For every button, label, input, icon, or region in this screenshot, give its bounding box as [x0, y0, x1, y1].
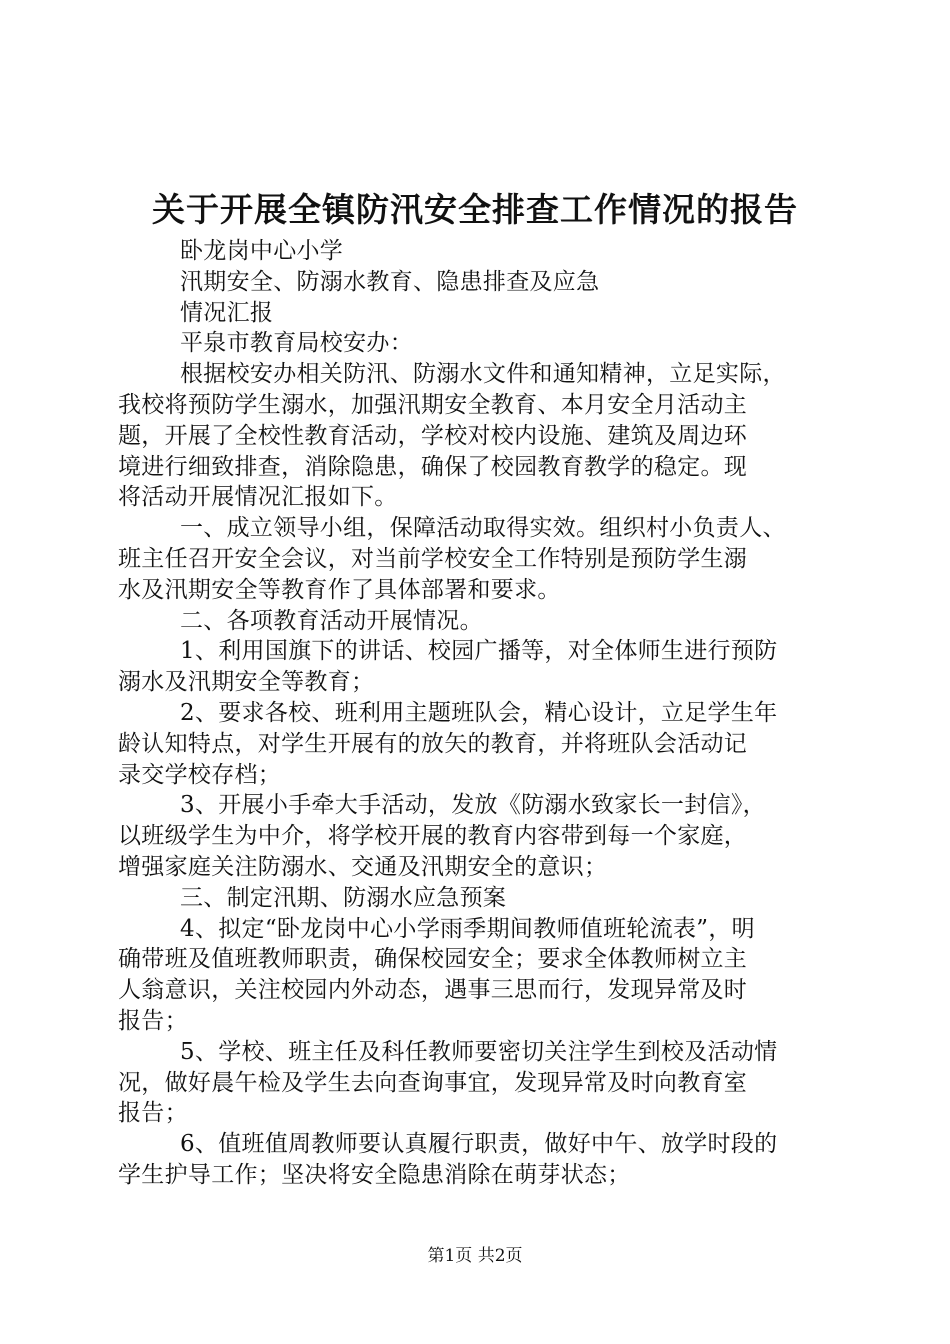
body-line: 情况汇报: [180, 299, 274, 326]
document-title: 关于开展全镇防汛安全排查工作情况的报告: [152, 190, 798, 229]
body-line: 我校将预防学生溺水，加强汛期安全教育、本月安全月活动主: [118, 391, 748, 418]
body-line: 汛期安全、防溺水教育、隐患排查及应急: [180, 268, 600, 295]
body-line: 确带班及值班教师职责，确保校园安全；要求全体教师树立主: [118, 946, 748, 973]
document-body: [118, 236, 838, 1191]
body-line: 增强家庭关注防溺水、交通及汛期安全的意识；: [118, 853, 608, 880]
page-footer: 第1页 共2页: [427, 1246, 523, 1266]
body-line: 溺水及汛期安全等教育；: [118, 669, 375, 696]
body-line: 题，开展了全校性教育活动，学校对校内设施、建筑及周边环: [118, 422, 748, 449]
body-line: 4、拟定“卧龙岗中心小学雨季期间教师值班轮流表”，明: [180, 915, 755, 942]
body-line: 人翁意识，关注校园内外动态，遇事三思而行，发现异常及时: [118, 977, 748, 1004]
body-line: 平泉市教育局校安办：: [180, 330, 413, 357]
body-line: 二、各项教育活动开展情况。: [180, 607, 483, 634]
body-line: 学生护导工作；坚决将安全隐患消除在萌芽状态；: [118, 1161, 631, 1188]
body-line: 6、值班值周教师要认真履行职责，做好中午、放学时段的: [180, 1131, 778, 1158]
body-line: 卧龙岗中心小学: [180, 238, 344, 264]
body-line: 境进行细致排查，消除隐患，确保了校园教育教学的稳定。现: [118, 453, 748, 480]
body-line: 三、制定汛期、防溺水应急预案: [180, 884, 507, 911]
body-line: 水及汛期安全等教育作了具体部署和要求。: [118, 576, 561, 603]
body-line: 报告；: [118, 1100, 188, 1127]
body-line: 将活动开展情况汇报如下。: [118, 484, 398, 511]
body-line: 录交学校存档；: [118, 761, 282, 788]
body-line: 5、学校、班主任及科任教师要密切关注学生到校及活动情: [180, 1038, 778, 1065]
body-line: 1、利用国旗下的讲话、校园广播等，对全体师生进行预防: [180, 638, 778, 665]
body-line: 班主任召开安全会议，对当前学校安全工作特别是预防学生溺: [118, 545, 748, 572]
body-line: 根据校安办相关防汛、防溺水文件和通知精神，立足实际，: [180, 361, 786, 388]
body-line: 龄认知特点，对学生开展有的放矢的教育，并将班队会活动记: [118, 730, 748, 757]
body-line: 一、成立领导小组，保障活动取得实效。组织村小负责人、: [180, 515, 786, 542]
body-line: 以班级学生为中介，将学校开展的教育内容带到每一个家庭，: [118, 823, 748, 850]
body-line: 2、要求各校、班利用主题班队会，精心设计，立足学生年: [180, 699, 778, 726]
body-line: 3、开展小手牵大手活动，发放《防溺水致家长一封信》，: [180, 792, 766, 819]
body-line: 报告；: [118, 1007, 188, 1034]
body-line: 况，做好晨午检及学生去向查询事宜，发现异常及时向教育室: [118, 1069, 748, 1096]
